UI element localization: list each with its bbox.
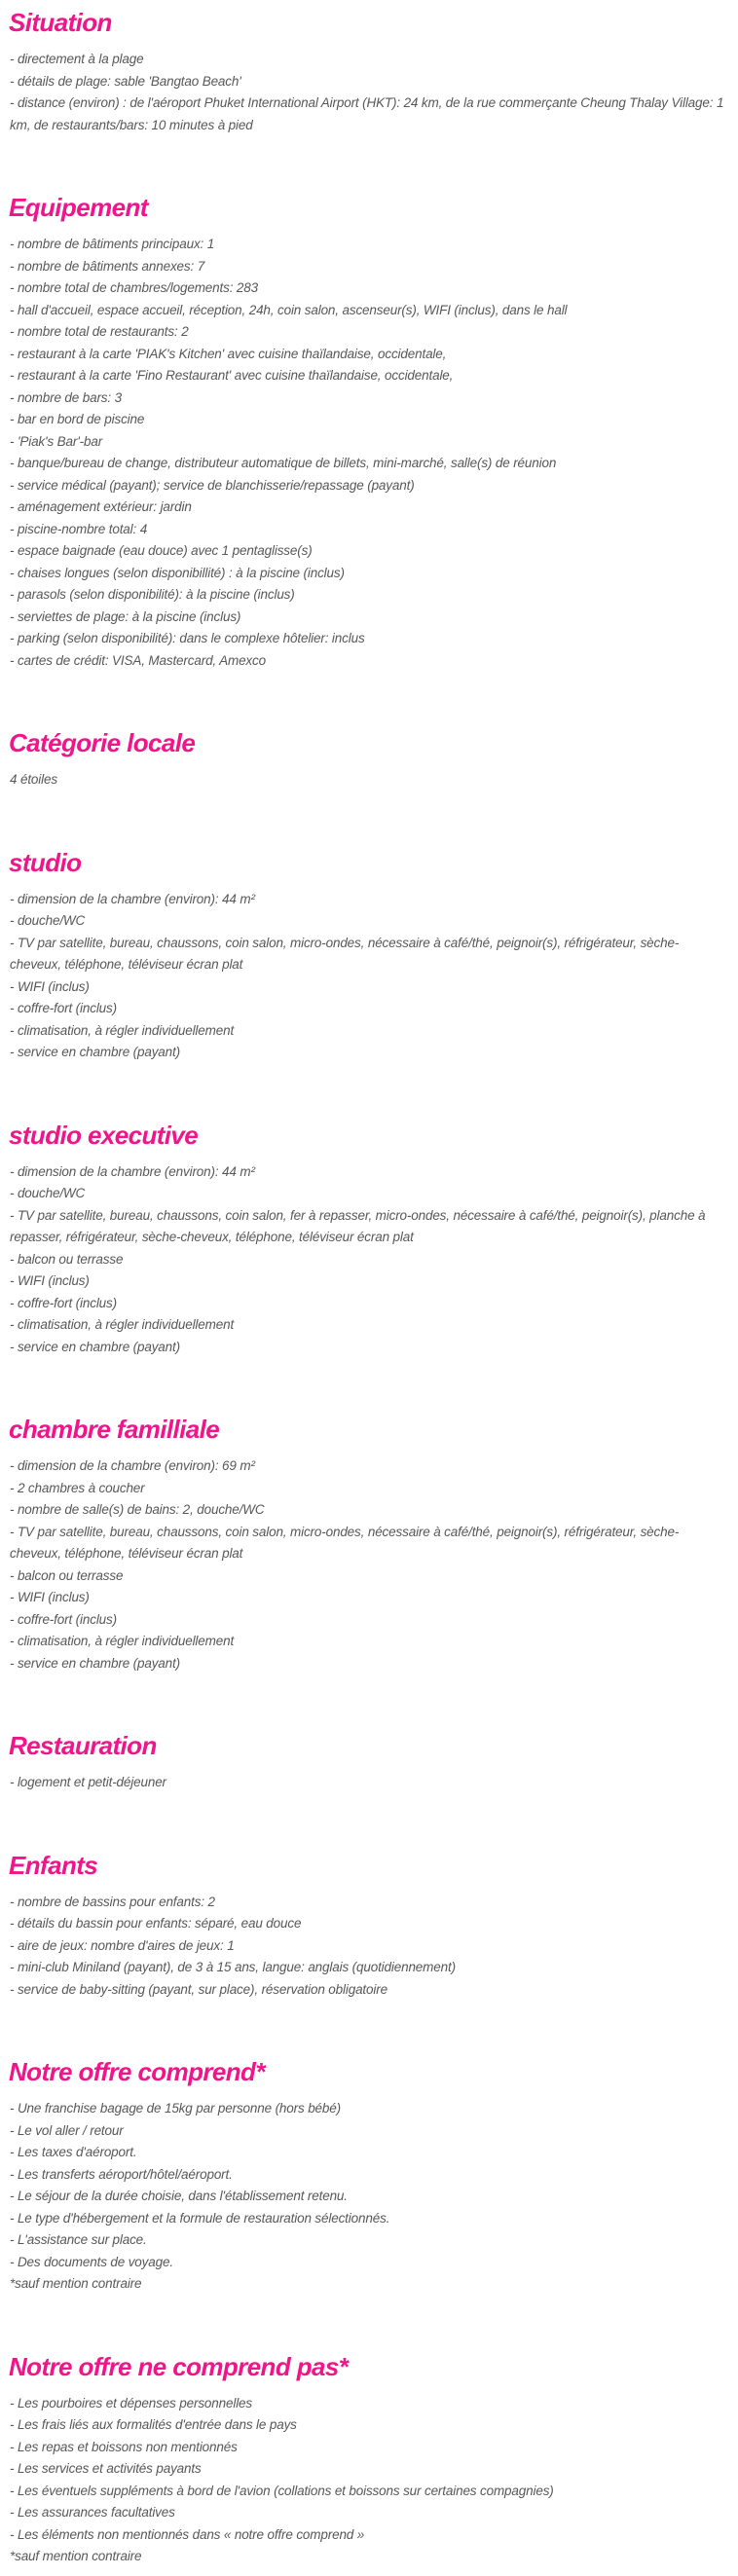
list-item: - douche/WC <box>10 1186 86 1200</box>
list-item: - climatisation, à régler individuellement <box>10 1022 235 1038</box>
list-item: - piscine-nombre total: 4 <box>10 521 148 536</box>
section-title-enfants: Enfants <box>9 1850 98 1880</box>
list-item: - bar en bord de piscine <box>10 412 145 426</box>
section-title-notre-offre-ne-comprend-pas: Notre offre ne comprend pas* <box>9 2351 349 2381</box>
list-item: - Les éléments non mentionnés dans « notre offre comprend » <box>10 2526 365 2542</box>
list-item: - nombre de bâtiments annexes: 7 <box>10 258 205 274</box>
list-item: - dimension de la chambre (environ): 69 m² <box>10 1458 255 1473</box>
list-item: - balcon ou terrasse <box>10 1251 124 1267</box>
list-item: - nombre total de chambres/logements: 283 <box>10 280 258 295</box>
section-title-equipement: Equipement <box>9 193 148 222</box>
list-item: - Une franchise bagage de 15kg par personne (hors bébé) <box>10 2101 341 2116</box>
list-item: - Les taxes d'aéroport. <box>10 2145 137 2159</box>
section-studio-executive <box>9 1119 724 1359</box>
list-item: - cartes de crédit: VISA, Mastercard, Amexco <box>10 652 266 668</box>
list-item: - directement à la plage <box>10 52 144 66</box>
list-item: - aménagement extérieur: jardin <box>10 499 192 514</box>
list-item: - service de baby-sitting (payant, sur place), réservation obligatoire <box>10 1981 387 1997</box>
list-item: - dimension de la chambre (environ): 44 m² <box>10 891 255 906</box>
list-item: - nombre de bassins pour enfants: 2 <box>10 1894 215 1909</box>
list-item: - restaurant à la carte 'PIAK's Kitchen' avec cuisine thaïlandaise, occidentale, <box>10 346 447 361</box>
list-item: - Les frais liés aux formalités d'entrée dans le pays <box>10 2417 297 2432</box>
list-item: - espace baignade (eau douce) avec 1 pentaglisse(s) <box>10 543 313 558</box>
list-item: - Les repas et boissons non mentionnés <box>10 2439 238 2454</box>
list-item: - coffre-fort (inclus) <box>10 1295 117 1310</box>
list-item: - aire de jeux: nombre d'aires de jeux: 1 <box>10 1937 235 1953</box>
section-notre-offre-ne-comprend-pas <box>9 2350 724 2568</box>
list-item: - TV par satellite, bureau, chaussons, coin salon, micro-ondes, nécessaire à café/thé, peignoir(s), réfrigérateur, sèche-cheveux, téléphone, téléviseur écran plat <box>10 935 680 972</box>
section-studio <box>9 846 724 1064</box>
list-item: - serviettes de plage: à la piscine (inclus) <box>10 608 241 624</box>
list-item: - service en chambre (payant) <box>10 1045 180 1059</box>
section-enfants <box>9 1849 724 2002</box>
list-item: - coffre-fort (inclus) <box>10 1001 117 1015</box>
list-item: - Des documents de voyage. <box>10 2254 173 2269</box>
list-item: - service en chambre (payant) <box>10 1655 180 1671</box>
list-item: - nombre total de restaurants: 2 <box>10 324 189 339</box>
section-title-categorie-locale: Catégorie locale <box>9 728 196 757</box>
list-item: - service en chambre (payant) <box>10 1339 180 1354</box>
list-item: - service médical (payant); service de blanchisserie/repassage (payant) <box>10 477 415 493</box>
list-item: - balcon ou terrasse <box>10 1567 124 1583</box>
list-item: - parasols (selon disponibilité): à la piscine (inclus) <box>10 587 295 602</box>
section-title-notre-offre-comprend: Notre offre comprend* <box>9 2057 265 2086</box>
list-item: - détails de plage: sable 'Bangtao Beach' <box>10 73 241 89</box>
footnote: *sauf mention contraire <box>10 2276 142 2291</box>
list-item: - douche/WC <box>10 913 86 928</box>
list-item: - distance (environ) : de l'aéroport Phuket International Airport (HKT): 24 km, de la rue commerçante Cheung Thalay Village: 1 km, de restaurants/bars: 10 minutes à pied <box>10 95 724 132</box>
list-item: - Les pourboires et dépenses personnelles <box>10 2395 253 2410</box>
list-item: - climatisation, à régler individuellement <box>10 1634 235 1648</box>
list-item: - parking (selon disponibilité): dans le complexe hôtelier: inclus <box>10 631 365 645</box>
list-item: - dimension de la chambre (environ): 44 m² <box>10 1163 255 1179</box>
list-item: - banque/bureau de change, distributeur automatique de billets, mini-marché, salle(s) de réunion <box>10 456 557 470</box>
list-item: - coffre-fort (inclus) <box>10 1611 117 1627</box>
section-title-situation: Situation <box>9 8 112 37</box>
list-item: - WIFI (inclus) <box>10 978 90 994</box>
section-notre-offre-comprend <box>9 2055 724 2296</box>
list-item: - Le type d'hébergement et la formule de restauration sélectionnés. <box>10 2210 390 2226</box>
list-item: - climatisation, à régler individuellement <box>10 1317 235 1332</box>
list-item: - nombre de bars: 3 <box>10 389 122 405</box>
section-title-chambre-familliale: chambre familliale <box>9 1415 220 1444</box>
list-item: - Les transferts aéroport/hôtel/aéroport. <box>10 2166 233 2182</box>
list-item: - 'Piak's Bar'-bar <box>10 433 103 449</box>
list-item: - restaurant à la carte 'Fino Restaurant' avec cuisine thaïlandaise, occidentale, <box>10 368 454 383</box>
list-item: - TV par satellite, bureau, chaussons, coin salon, fer à repasser, micro-ondes, nécessaire à café/thé, peignoir(s), planche à repasser, réfrigérateur, sèche-cheveux, téléphone, téléviseur écran plat <box>10 1207 706 1244</box>
list-item: - mini-club Miniland (payant), de 3 à 15 ans, langue: anglais (quotidiennement) <box>10 1960 456 1974</box>
list-item: - L'assistance sur place. <box>10 2232 147 2247</box>
list-item: - Les éventuels suppléments à bord de l'avion (collations et boissons sur certaines compagnies) <box>10 2483 554 2498</box>
list-item: - détails du bassin pour enfants: séparé, eau douce <box>10 1916 302 1931</box>
section-categorie-locale <box>9 726 724 791</box>
list-item: - WIFI (inclus) <box>10 1273 90 1288</box>
section-restauration <box>9 1729 724 1794</box>
section-equipement <box>9 191 724 672</box>
list-item: 4 étoiles <box>10 772 57 787</box>
list-item: - Le vol aller / retour <box>10 2122 124 2138</box>
list-item: - 2 chambres à coucher <box>10 1480 145 1495</box>
list-item: - nombre de bâtiments principaux: 1 <box>10 237 215 251</box>
section-title-studio: studio <box>9 847 82 877</box>
footnote: *sauf mention contraire <box>10 2549 142 2563</box>
list-item: - Le séjour de la durée choisie, dans l'établissement retenu. <box>10 2189 348 2203</box>
list-item: - logement et petit-déjeuner <box>10 1775 166 1789</box>
section-title-studio-executive: studio executive <box>9 1120 199 1150</box>
list-item: - Les services et activités payants <box>10 2461 202 2476</box>
list-item: - TV par satellite, bureau, chaussons, coin salon, micro-ondes, nécessaire à café/thé, peignoir(s), réfrigérateur, sèche-cheveux, téléphone, téléviseur écran plat <box>10 1524 680 1561</box>
list-item: - WIFI (inclus) <box>10 1590 90 1604</box>
section-chambre-familliale <box>9 1413 724 1674</box>
section-title-restauration: Restauration <box>9 1731 157 1760</box>
list-item: - Les assurances facultatives <box>10 2505 175 2520</box>
list-item: - chaises longues (selon disponibillité) : à la piscine (inclus) <box>10 565 345 580</box>
section-situation <box>9 6 724 136</box>
list-item: - nombre de salle(s) de bains: 2, douche/WC <box>10 1502 265 1517</box>
list-item: - hall d'accueil, espace accueil, réception, 24h, coin salon, ascenseur(s), WIFI (inclus), dans le hall <box>10 302 568 317</box>
